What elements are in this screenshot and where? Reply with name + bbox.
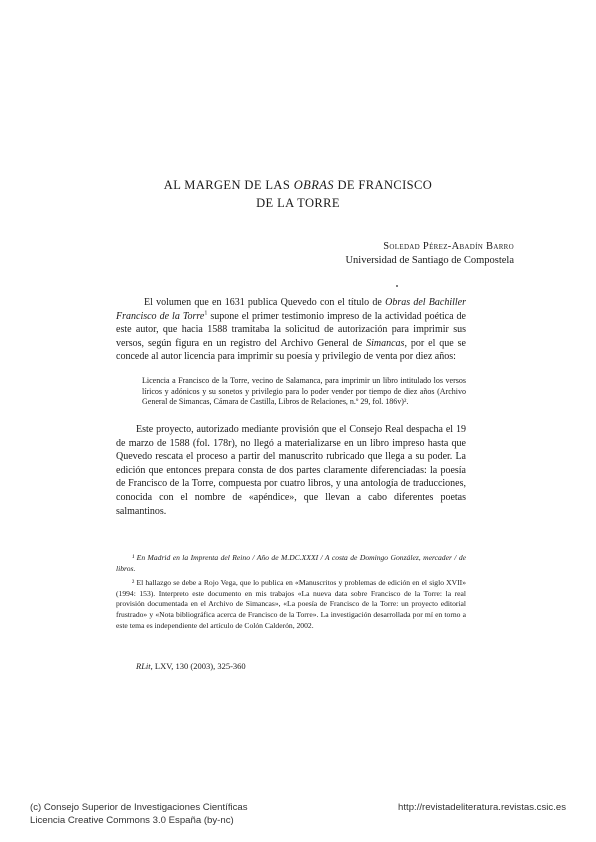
paragraph-1: [116, 296, 466, 364]
title-part-2: DE FRANCISCO: [333, 178, 433, 192]
author-block: [345, 240, 514, 268]
author-name: Soledad Pérez-Abadín Barro: [383, 241, 514, 252]
journal-reference: [136, 661, 246, 672]
footer-copyright: (c) Consejo Superior de Investigaciones Científicas: [30, 802, 248, 813]
p1-text-c: , por el que se concede al autor licencia para imprimir su poesía y privilegio de venta por diez años:: [116, 337, 466, 363]
title-line-2: DE LA TORRE: [256, 196, 340, 210]
author-affiliation: Universidad de Santiago de Compostela: [345, 255, 514, 266]
block-quote: Licencia a Francisco de la Torre, vecino de Salamanca, para imprimir un libro intitulado los versos líricos y adónicos y su sonetos y privilegio para lo poder vender por tiempo de diez años (Archivo General de Simancas, Cámara de Castilla, Libros de Relaciones, n.º 29, fol. 186v)².: [142, 376, 466, 407]
separator-dot: [396, 285, 398, 287]
footnotes: [116, 553, 466, 635]
footer-license-text: Licencia Creative Commons 3.0 España (by-nc): [30, 814, 234, 826]
title-part-1: AL MARGEN DE LAS: [163, 178, 294, 192]
footnote-2: ² El hallazgo se debe a Rojo Vega, que lo publica en «Manuscritos y problemas de edición en el siglo XVII» (1994: 153). Interpreto este documento en mis trabajos «La nueva data sobre Francisco de la Torre: la real provisión documentada en el Archivo de Simancas», «La poesía de Francisco de la Torre: un proyecto editorial frustrado» y «Nota bibliográfica acerca de Francisco de la Torre». La investigación desarrollada por mí en torno a este tema es independiente del artículo de Colón Calderón, 2002.: [116, 578, 466, 630]
footnote-1: ¹ En Madrid en la Imprenta del Reino / Año de M.DC.XXXI / A costa de Domingo González, mercader / de libros.: [116, 553, 466, 573]
journal-abbrev: RLit: [136, 661, 151, 671]
title-italic-obras: OBRAS: [293, 178, 334, 192]
p1-italic-title: Obras del Bachiller Francisco de la Torre: [116, 297, 466, 322]
footer-url-link[interactable]: http://revistadeliteratura.revistas.csic.es: [398, 802, 566, 813]
paragraph-2: Este proyecto, autorizado mediante provisión que el Consejo Real despacha el 19 de marzo de 1588 (fol. 178r), no llegó a materializarse en un libro impreso hasta que Quevedo rescata el proceso a partir del manuscrito rubricado que llega a su poder. La edición que entonces prepara consta de dos partes claramente diferenciadas: la poesía de Francisco de la Torre, compuesta por cuatro libros, y una antología de traducciones, conocida con el nombre de «apéndice», que llevan a cabo diferentes poetas salmantinos.: [116, 424, 466, 517]
footer-license: [30, 802, 248, 828]
title-line-1: [100, 176, 496, 194]
journal-volume: , LXV, 130 (2003), 325-360: [150, 661, 246, 671]
footnote-ref-1: 1: [204, 310, 208, 317]
p1-text-a: El volumen que en 1631 publica Quevedo con el título de: [144, 297, 386, 308]
p1-text-b: supone el primer testimonio impreso de la actividad poética de este autor, que hacia 1588 tramitaba la solicitud de autorización para imprimir sus versos, según figura en un registro del Archivo General de: [116, 310, 466, 349]
article-title: [100, 176, 496, 212]
p1-italic-simancas: Simancas: [366, 337, 405, 349]
